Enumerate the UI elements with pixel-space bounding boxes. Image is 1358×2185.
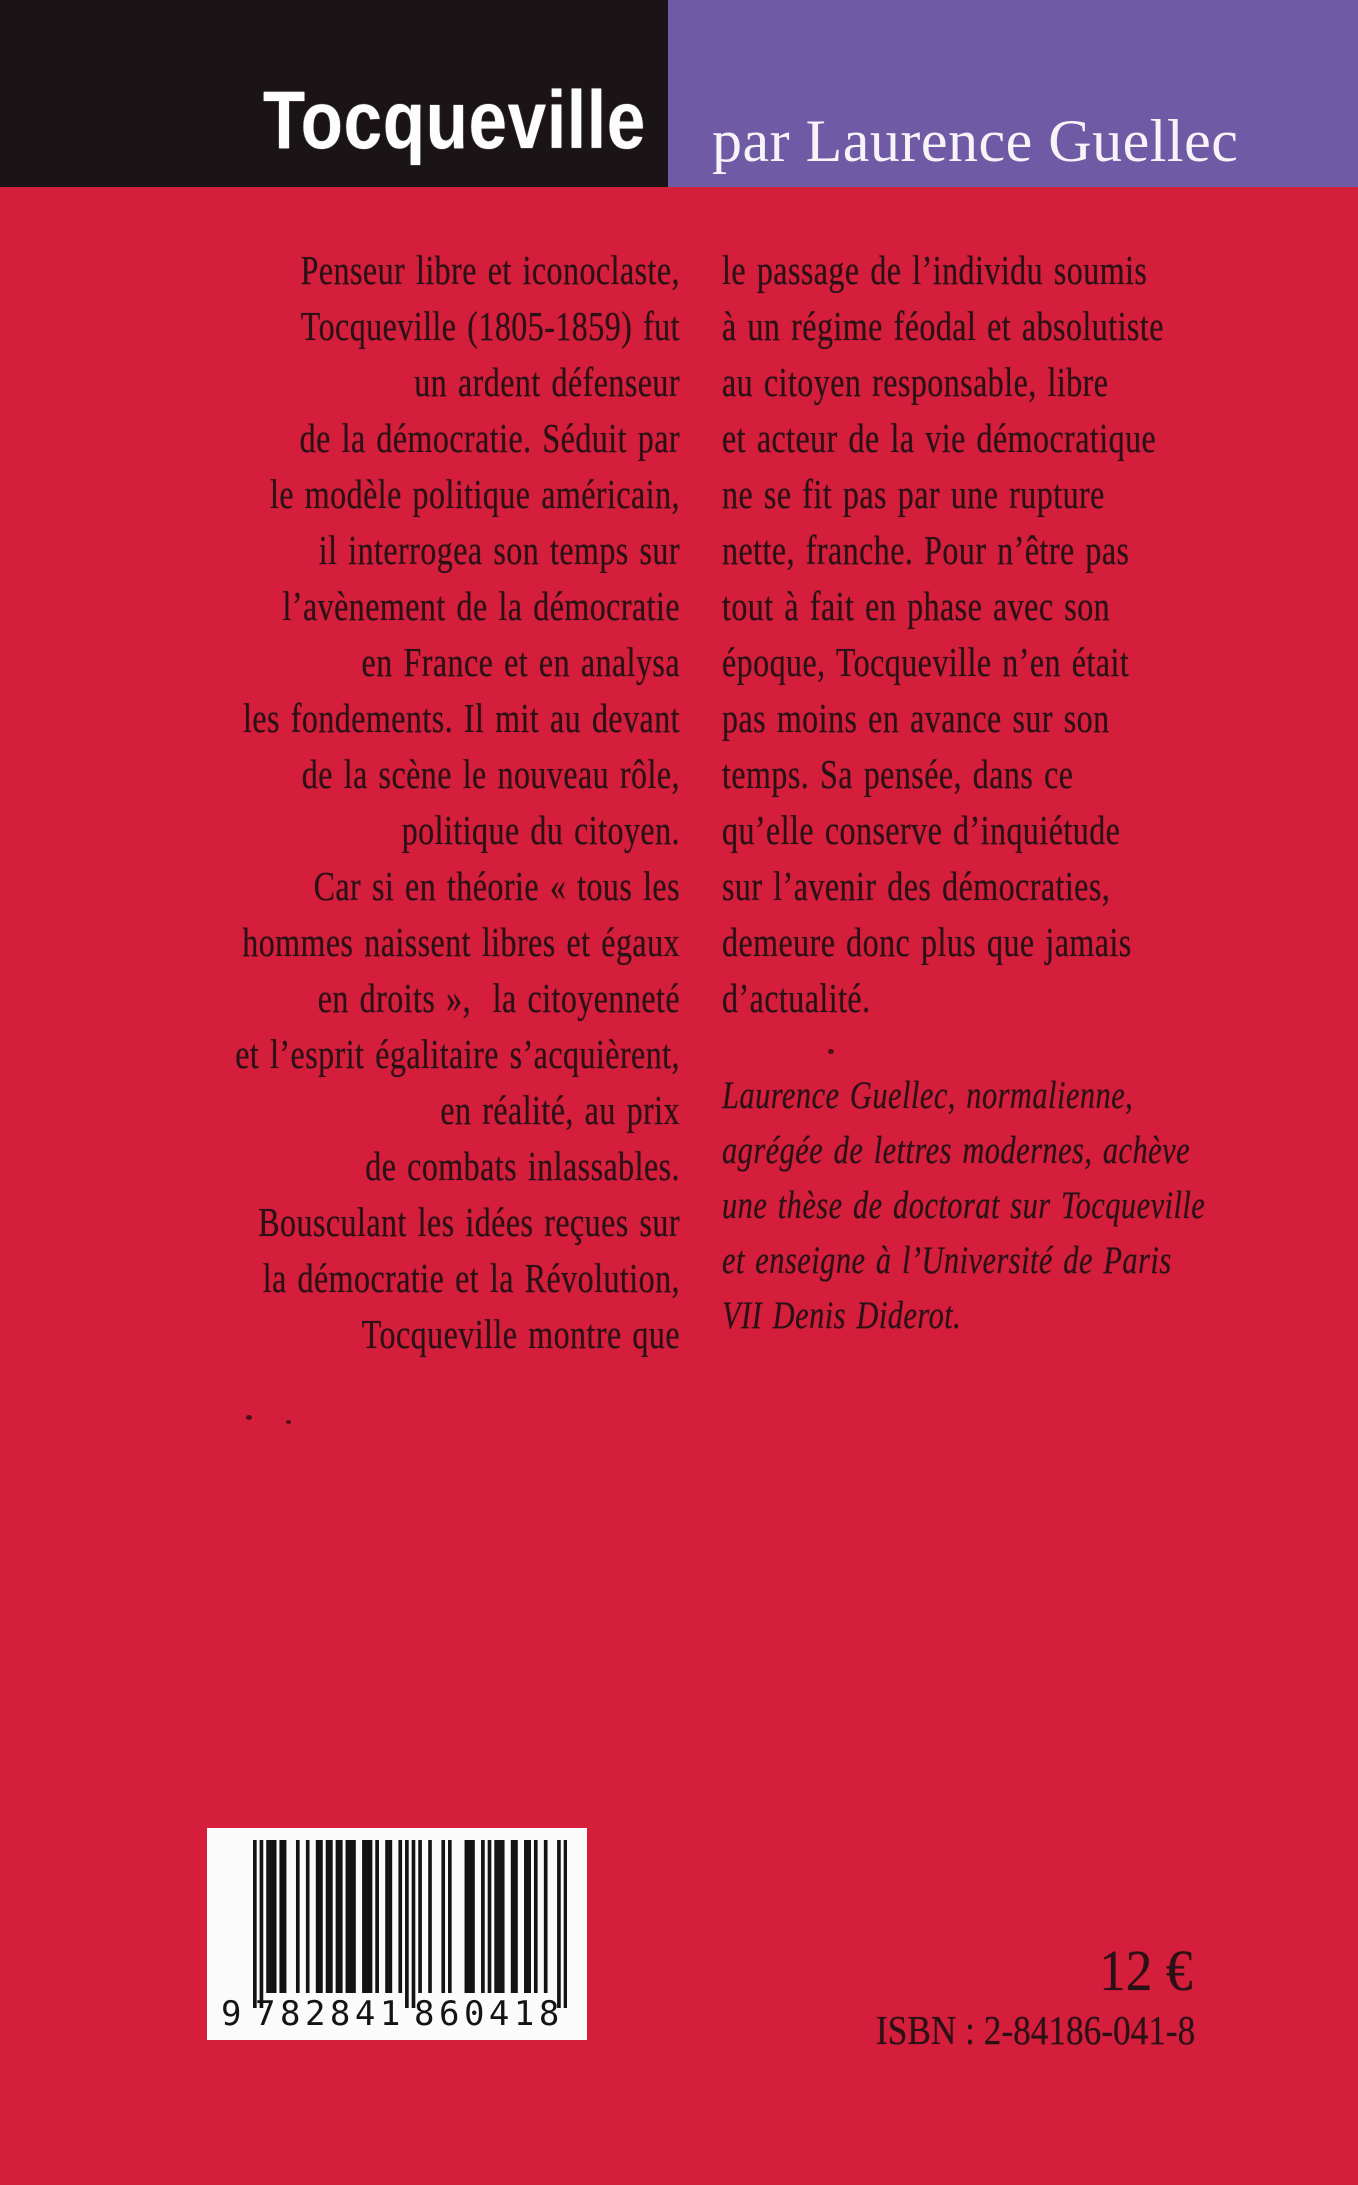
barcode-digit-group-2: 860418 <box>414 1994 564 2034</box>
scan-speck <box>246 1415 252 1420</box>
text-line: Tocqueville montre que <box>361 1311 680 1357</box>
text-line: un ardent défenseur <box>414 359 680 405</box>
text-line: en France et en analysa <box>361 639 680 685</box>
text-line: de la scène le nouveau rôle, <box>301 751 680 797</box>
text-line: les fondements. Il mit au devant <box>243 695 680 741</box>
text-line: politique du citoyen. <box>401 807 680 853</box>
text-line: ne se fit pas par une rupture <box>722 471 1105 517</box>
header-purple-band <box>668 0 1358 187</box>
text-line: Laurence Guellec, normalienne, <box>722 1074 1134 1117</box>
barcode-digits <box>207 1994 587 2038</box>
price: 12 € <box>1098 1938 1192 2003</box>
text-line: à un régime féodal et absolutiste <box>722 303 1164 349</box>
text-line: Car si en théorie « tous les <box>313 863 680 909</box>
text-line: pas moins en avance sur son <box>722 695 1110 741</box>
text-line: en réalité, au prix <box>440 1087 680 1133</box>
text-line: il interrogea son temps sur <box>318 527 680 573</box>
barcode <box>207 1828 587 2040</box>
text-line: au citoyen responsable, libre <box>722 359 1109 405</box>
text-line: Tocqueville (1805-1859) fut <box>300 303 680 349</box>
text-line: de la démocratie. Séduit par <box>299 415 680 461</box>
text-line: une thèse de doctorat sur Tocqueville <box>722 1184 1206 1227</box>
ean13-bars-icon <box>253 1840 567 2008</box>
text-line: Bousculant les idées reçues sur <box>258 1199 680 1245</box>
text-line: et enseigne à l’Université de Paris <box>722 1239 1172 1282</box>
text-line: sur l’avenir des démocraties, <box>722 863 1111 909</box>
header-black-band <box>0 0 668 187</box>
text-line: la démocratie et la Révolution, <box>262 1255 680 1301</box>
text-line: d’actualité. <box>722 975 871 1021</box>
text-line: VII Denis Diderot. <box>722 1294 962 1337</box>
barcode-digit-group-1: 782841 <box>255 1994 405 2034</box>
text-line: nette, franche. Pour n’être pas <box>722 527 1130 573</box>
text-line: Penseur libre et iconoclaste, <box>300 247 680 293</box>
text-line: de combats inlassables. <box>365 1143 680 1189</box>
text-line: l’avènement de la démocratie <box>282 583 680 629</box>
blurb-left-column <box>181 242 680 1362</box>
text-line: qu’elle conserve d’inquiétude <box>722 807 1121 853</box>
scan-speck <box>828 1049 834 1054</box>
barcode-digit-first: 9 <box>221 1994 246 2034</box>
author-bio <box>722 1068 1221 1343</box>
book-title: Tocqueville <box>262 75 646 166</box>
isbn: ISBN : 2-84186-041-8 <box>875 2007 1195 2053</box>
text-line: et acteur de la vie démocratique <box>722 415 1157 461</box>
text-line: hommes naissent libres et égaux <box>242 919 680 965</box>
text-line: le passage de l’individu soumis <box>722 247 1148 293</box>
text-line: temps. Sa pensée, dans ce <box>722 751 1074 797</box>
text-line: demeure donc plus que jamais <box>722 919 1132 965</box>
text-line: le modèle politique américain, <box>269 471 680 517</box>
text-line: époque, Tocqueville n’en était <box>722 639 1130 685</box>
text-line: en droits », la citoyenneté <box>317 975 680 1021</box>
text-line: et l’esprit égalitaire s’acquièrent, <box>235 1031 680 1077</box>
text-line: tout à fait en phase avec son <box>722 583 1111 629</box>
scan-speck <box>286 1420 291 1424</box>
blurb-right-column <box>722 242 1221 1026</box>
book-author-line: par Laurence Guellec <box>712 108 1239 174</box>
text-line: agrégée de lettres modernes, achève <box>722 1129 1191 1172</box>
